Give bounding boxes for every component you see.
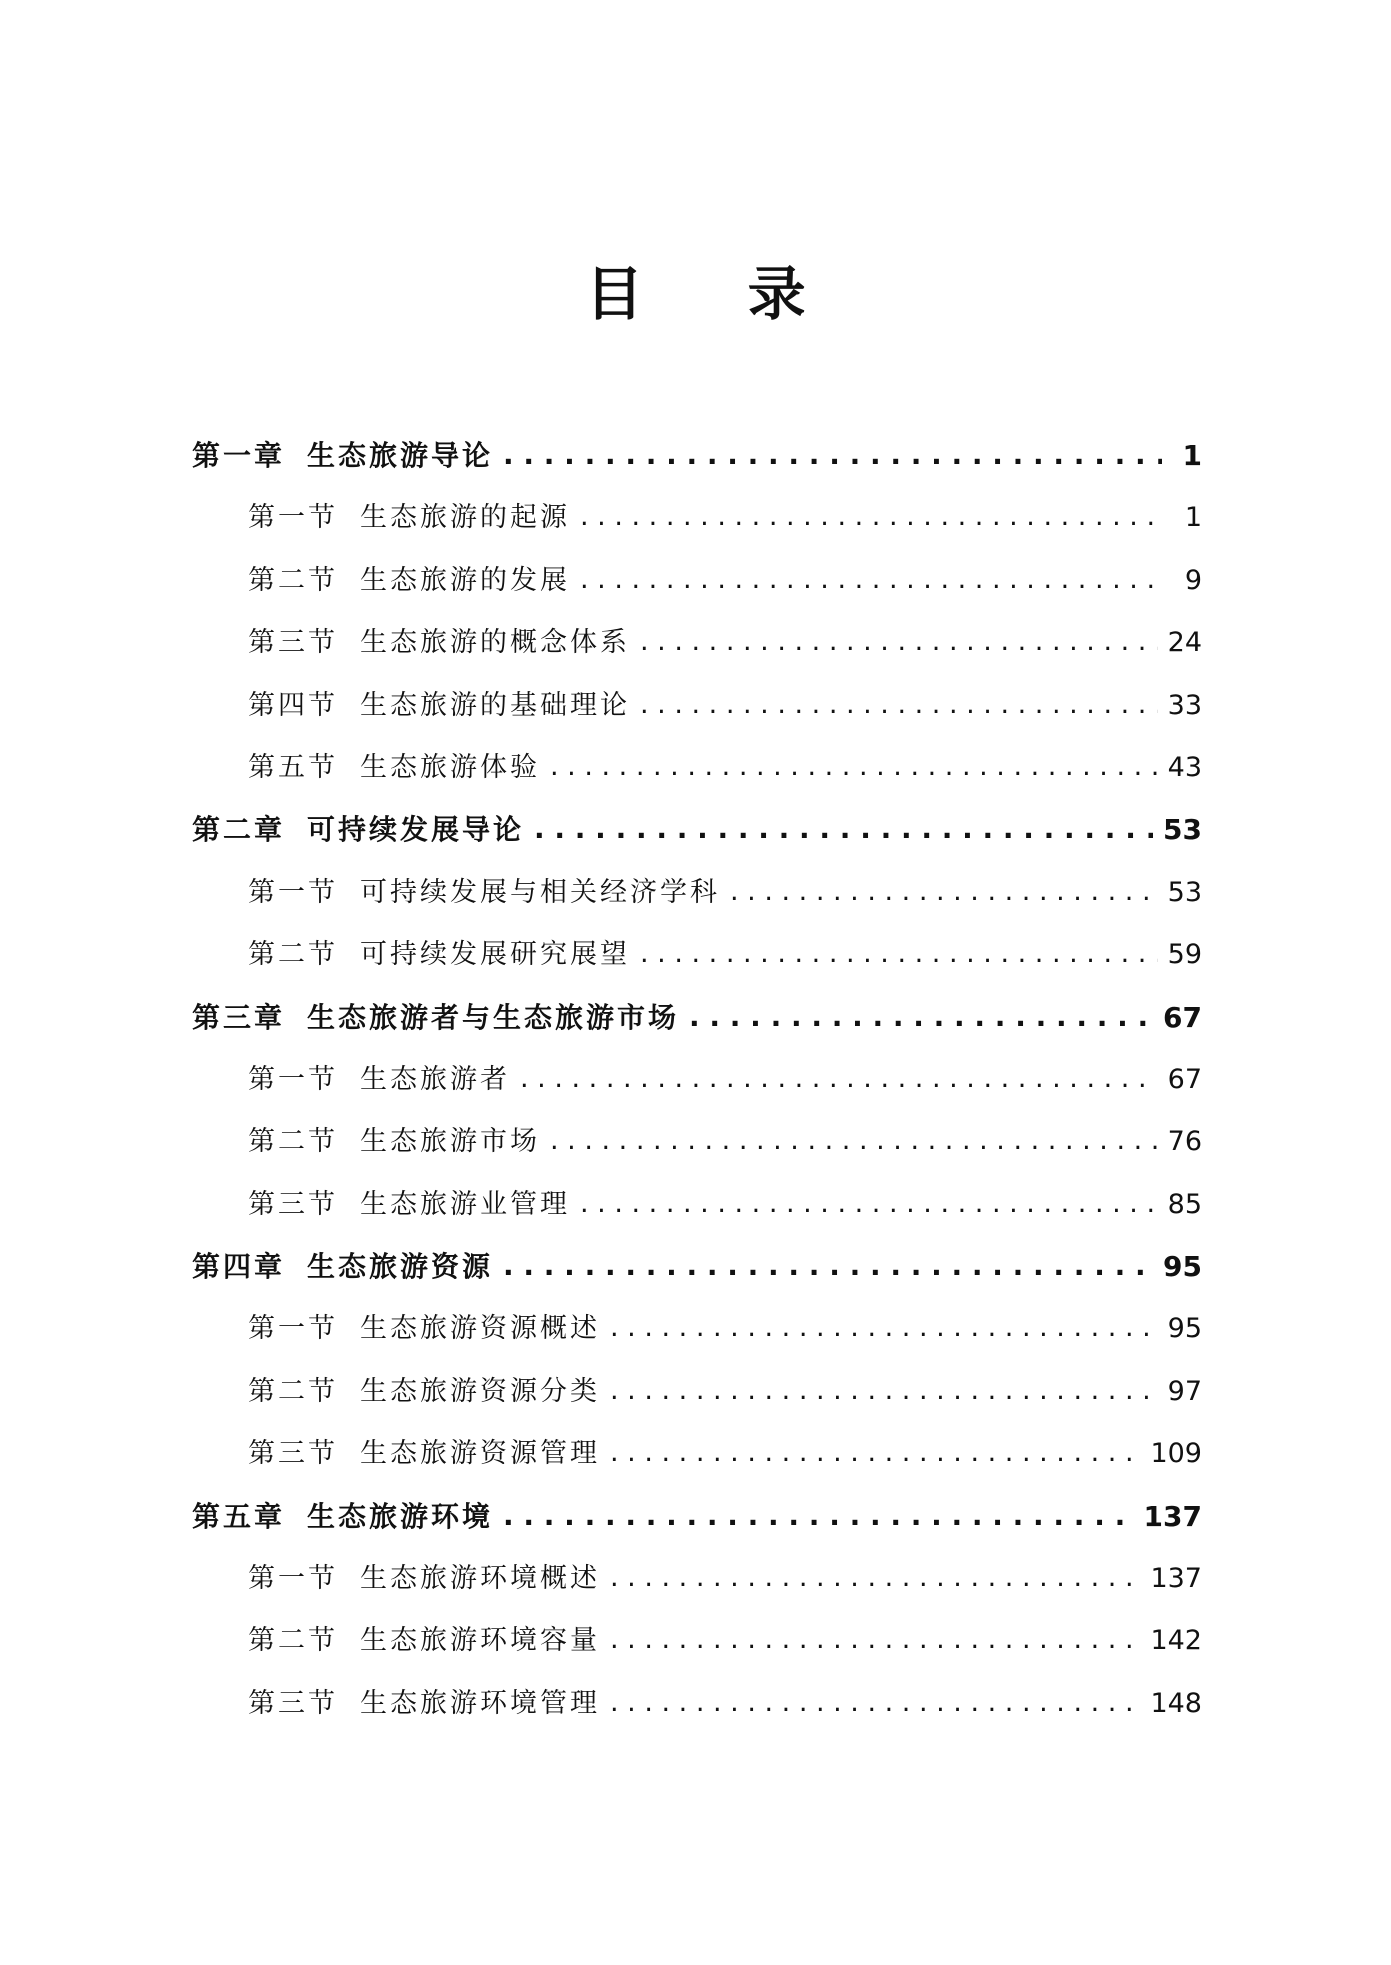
- toc-chapter-entry[interactable]: [192, 1236, 1202, 1298]
- page-number: 1: [1184, 502, 1202, 534]
- section-number: 第四节: [248, 689, 338, 721]
- section-title: 生态旅游的概念体系: [360, 627, 630, 659]
- page-number: 76: [1167, 1126, 1202, 1158]
- section-title: 生态旅游的基础理论: [360, 689, 630, 721]
- toc-section-entry[interactable]: [192, 675, 1202, 737]
- section-title: 生态旅游资源管理: [360, 1438, 600, 1470]
- toc-chapter-entry[interactable]: [192, 987, 1202, 1049]
- section-number: 第三节: [248, 1188, 338, 1220]
- toc-section-entry[interactable]: [192, 862, 1202, 924]
- page-number: 95: [1167, 1313, 1202, 1345]
- section-number: 第二节: [248, 564, 338, 596]
- section-title: 生态旅游业管理: [360, 1188, 570, 1220]
- chapter-title: 生态旅游导论: [307, 439, 494, 472]
- section-number: 第三节: [248, 627, 338, 659]
- section-number: 第一节: [248, 502, 338, 534]
- section-title: 生态旅游的起源: [360, 502, 570, 534]
- toc-section-entry[interactable]: [192, 1610, 1202, 1672]
- page-title: 目 录: [585, 260, 848, 328]
- dot-leader: [610, 1672, 1140, 1734]
- section-title: 生态旅游体验: [360, 751, 540, 783]
- section-number: 第三节: [248, 1687, 338, 1719]
- dot-leader: [520, 1048, 1158, 1110]
- dot-leader: [689, 986, 1153, 1048]
- toc-section-entry[interactable]: [192, 1049, 1202, 1111]
- page-number: 9: [1184, 564, 1202, 596]
- section-number: 第二节: [248, 939, 338, 971]
- dot-leader: [610, 1297, 1158, 1359]
- section-title: 生态旅游市场: [360, 1126, 540, 1158]
- dot-leader: [580, 486, 1162, 548]
- toc-section-entry[interactable]: [192, 487, 1202, 549]
- dot-leader: [580, 549, 1162, 611]
- dot-leader: [550, 1110, 1158, 1172]
- dot-leader: [640, 611, 1158, 673]
- page-number: 33: [1167, 689, 1202, 721]
- dot-leader: [550, 736, 1158, 798]
- toc-section-entry[interactable]: [192, 1298, 1202, 1360]
- toc-section-entry[interactable]: [192, 924, 1202, 986]
- page-number: 137: [1150, 1563, 1202, 1595]
- toc-chapter-entry[interactable]: [192, 1486, 1202, 1548]
- dot-leader: [503, 1235, 1153, 1297]
- toc-section-entry[interactable]: [192, 737, 1202, 799]
- page-number: 43: [1167, 751, 1202, 783]
- page-number: 24: [1167, 627, 1202, 659]
- section-number: 第一节: [248, 876, 338, 908]
- dot-leader: [610, 1609, 1140, 1671]
- dot-leader: [534, 798, 1153, 860]
- section-title: 生态旅游环境概述: [360, 1563, 600, 1595]
- chapter-title: 生态旅游者与生态旅游市场: [307, 1000, 680, 1034]
- page-number: 1: [1182, 439, 1202, 472]
- dot-leader: [503, 424, 1162, 486]
- toc-section-entry[interactable]: [192, 612, 1202, 674]
- page-number: 95: [1163, 1250, 1202, 1284]
- dot-leader: [503, 1485, 1134, 1547]
- toc-section-entry[interactable]: [192, 1423, 1202, 1485]
- toc-section-entry[interactable]: [192, 1361, 1202, 1423]
- toc-section-entry[interactable]: [192, 1174, 1202, 1236]
- toc-section-entry[interactable]: [192, 1111, 1202, 1173]
- chapter-title: 可持续发展导论: [307, 813, 525, 847]
- chapter-title: 生态旅游环境: [307, 1499, 494, 1533]
- page-number: 53: [1163, 813, 1202, 847]
- page-number: 53: [1167, 876, 1202, 908]
- page-number: 148: [1150, 1687, 1202, 1719]
- toc-section-entry[interactable]: [192, 1548, 1202, 1610]
- dot-leader: [640, 923, 1158, 985]
- page-number: 137: [1143, 1499, 1202, 1533]
- section-title: 生态旅游资源概述: [360, 1313, 600, 1345]
- section-title: 可持续发展研究展望: [360, 939, 630, 971]
- dot-leader: [640, 674, 1158, 736]
- page-number: 109: [1150, 1438, 1202, 1470]
- chapter-number: 第二章: [192, 813, 286, 847]
- chapter-number: 第三章: [192, 1000, 286, 1034]
- dot-leader: [580, 1173, 1158, 1235]
- table-of-contents: [192, 425, 1202, 1735]
- toc-chapter-entry[interactable]: [192, 799, 1202, 861]
- page-number: 97: [1167, 1375, 1202, 1407]
- toc-chapter-entry[interactable]: [192, 425, 1202, 487]
- section-title: 生态旅游资源分类: [360, 1375, 600, 1407]
- dot-leader: [730, 861, 1158, 923]
- page-number: 67: [1163, 1000, 1202, 1034]
- section-number: 第二节: [248, 1625, 338, 1657]
- section-title: 生态旅游环境管理: [360, 1687, 600, 1719]
- dot-leader: [610, 1360, 1158, 1422]
- section-number: 第一节: [248, 1313, 338, 1345]
- section-title: 生态旅游的发展: [360, 564, 570, 596]
- section-title: 可持续发展与相关经济学科: [360, 876, 720, 908]
- section-number: 第一节: [248, 1063, 338, 1095]
- section-title: 生态旅游者: [360, 1063, 510, 1095]
- section-title: 生态旅游环境容量: [360, 1625, 600, 1657]
- section-number: 第三节: [248, 1438, 338, 1470]
- chapter-number: 第五章: [192, 1499, 286, 1533]
- section-number: 第五节: [248, 751, 338, 783]
- page-number: 67: [1167, 1063, 1202, 1095]
- toc-section-entry[interactable]: [192, 1673, 1202, 1735]
- section-number: 第一节: [248, 1563, 338, 1595]
- page-number: 142: [1150, 1625, 1202, 1657]
- dot-leader: [610, 1422, 1140, 1484]
- dot-leader: [610, 1547, 1140, 1609]
- page-number: 85: [1167, 1188, 1202, 1220]
- section-number: 第二节: [248, 1375, 338, 1407]
- chapter-number: 第一章: [192, 439, 286, 472]
- section-number: 第二节: [248, 1126, 338, 1158]
- toc-section-entry[interactable]: [192, 550, 1202, 612]
- chapter-title: 生态旅游资源: [307, 1250, 494, 1284]
- chapter-number: 第四章: [192, 1250, 286, 1284]
- page-number: 59: [1167, 939, 1202, 971]
